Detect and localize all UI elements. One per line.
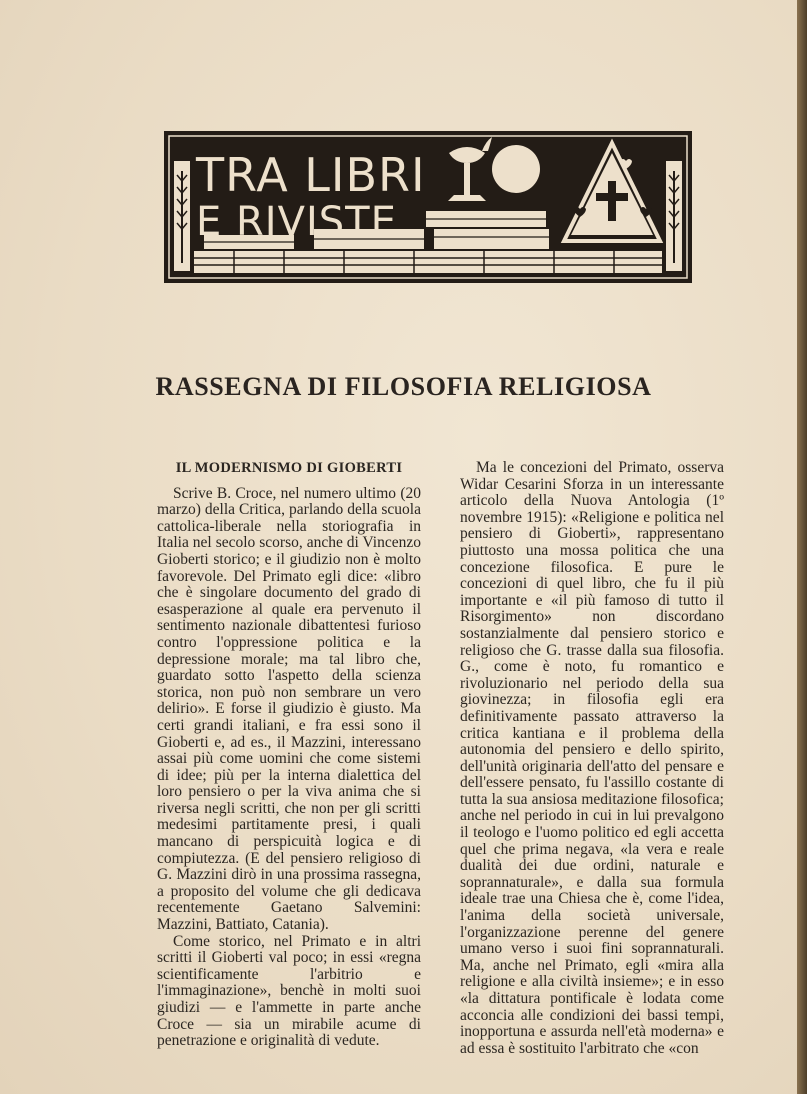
section-title: RASSEGNA DI FILOSOFIA RELIGIOSA — [155, 372, 652, 401]
banner-woodcut-image — [164, 131, 692, 283]
article-paragraph-1: Scrive B. Croce, nel numero ultimo (20 marzo) della Critica, parlando della scuola cattolica-liberale nella storiografia in Italia nel secolo scorso, anche di Vincenzo Gioberti storico; e il giudizio non è molto favorevole. Del Primato egli dice: «libro che è singolare documento del grado di esasperazione al quale era pervenuto il sentimento nazionale dibattentesi furioso contro l'oppressione politica e la depressione morale; ma tal libro che, guardato sotto l'aspetto della scienza storica, non può non sembrare un vero delirio». E forse il giudizio è giusto. Ma certi grandi italiani, e fra essi sono il Gioberti e, ad es., il Mazzini, interessano assai più come uomini che come sistemi di idee; più per la interna dialettica del loro pensiero o per la viva anima che si riversa negli scritti, che non per gli scritti medesimi partitamente presi, i quali mancano di perspicuità logica e di compiutezza. (E del pensiero religioso di G. Mazzini dirò in una prossima rassegna, a proposito del volume che gli dedicava recentemente Gaetano Salvemini: Mazzini, Battiato, Catania). — [157, 484, 421, 934]
column-right — [460, 460, 724, 1057]
page-edge — [797, 0, 807, 1094]
article-heading: IL MODERNISMO DI GIOBERTI — [175, 460, 403, 476]
banner-vignette — [164, 131, 692, 283]
article-paragraph-2: Come storico, nel Primato e in altri scritti il Gioberti val poco; in essi «regna scientificamente l'arbitrio e l'immaginazione», benchè in molti suoi giudizi — e l'ammette in parte anche Croce — sia un mirabile acume di penetrazione e originalità di vedute. — [157, 932, 421, 1050]
banner-line2: E RIVISTE — [196, 199, 397, 245]
column-left — [157, 460, 421, 1050]
article-paragraph-3: Ma le concezioni del Primato, osserva Widar Cesarini Sforza in un interessante articolo della Nuova Antologia (1º novembre 1915): «Religione e politica nel pensiero di Gioberti», rappresentano piuttosto una mossa politica che una concezione filosofica. E pure le concezioni di quel libro, che fu il più importante e «il più famoso di tutto il Risorgimento» non discordano sostanzialmente dal pensiero storico e religioso che G. trasse dalla sua filosofia. G., come è noto, fu romantico e rivoluzionario nel periodo della sua giovinezza; in filosofia egli era definitivamente passato attraverso la critica kantiana e il problema della autonomia del pensiero e dello spirito, dell'unità originaria dell'atto del pensare e dell'essere pensato, fu l'assillo costante di tutta la sua ansiosa meditazione filosofica; anche nel periodo in cui in lui prevalgono il teologo e l'uomo politico ed egli accetta quel che prima negava, «la vera e reale dualità dei due ordini, naturale e soprannaturale», e dalla sua formula ideale trae una Chiesa che è, come l'idea, l'anima della società universale, l'organizzazione perenne del genere umano verso i suoi fini soprannaturali. Ma, anche nel Primato, egli «mira alla religione e alla civiltà insieme»; e in esso «la dittatura pontificale è lodata come acconcia alle condizioni dei bassi tempi, inopportuna e assurda nell'età moderna» e ad essa è sostituito l'arbitrato che «con — [460, 459, 724, 1057]
banner-line1: TRA LIBRI — [196, 148, 426, 202]
